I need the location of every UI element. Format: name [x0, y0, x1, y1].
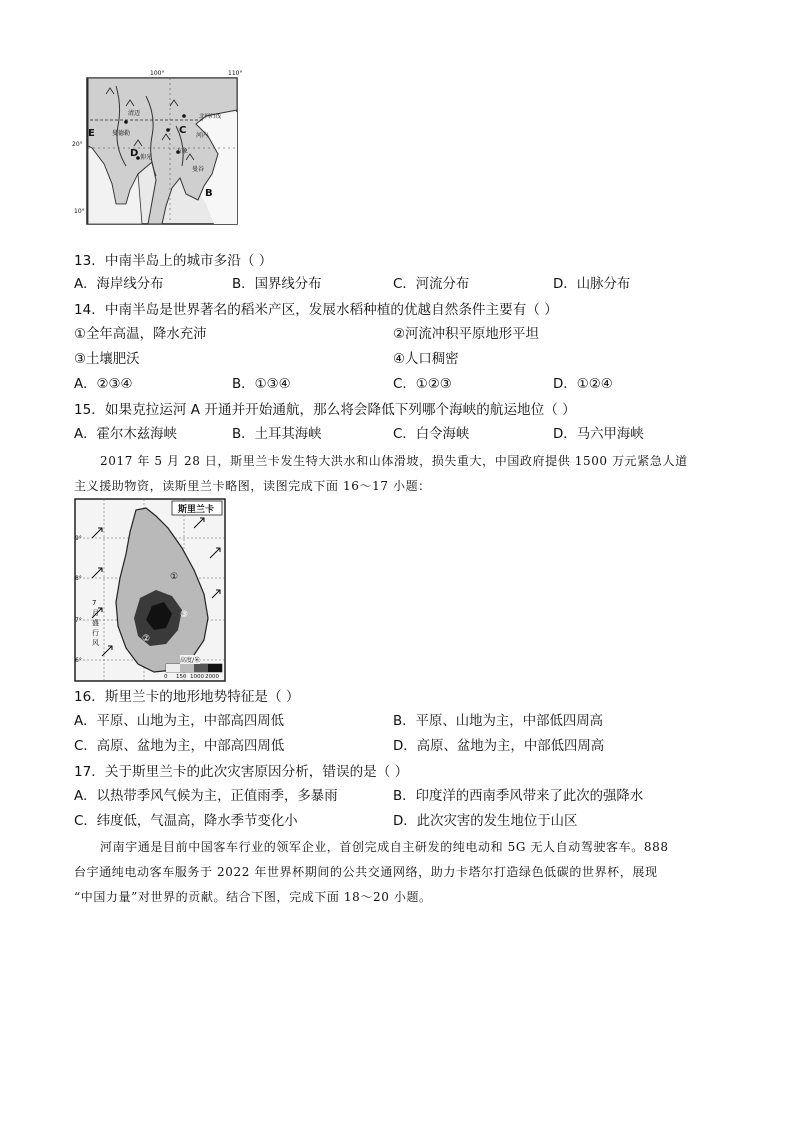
map2-legend-tick-2000: 2000	[205, 674, 219, 680]
map1-place-tropic: 北回归线	[199, 114, 222, 120]
sri-lanka-passage-line-2: 主义援助物资，读斯里兰卡略图，读图完成下面 16～17 小题：	[74, 479, 431, 493]
map1-letter-e: E	[88, 128, 95, 139]
q13-option-c[interactable]: C．河流分布	[393, 277, 470, 292]
sri-lanka-map	[74, 498, 226, 682]
map1-lat-10: 10°	[74, 208, 85, 215]
q15-option-c[interactable]: C．白令海峡	[393, 427, 470, 442]
q17-option-a[interactable]: A．以热带季风气候为主，正值雨季，多暴雨	[74, 789, 338, 804]
q13-option-d[interactable]: D．山脉分布	[553, 277, 631, 292]
map1-lat-20: 20°	[72, 141, 83, 148]
q14-option-b[interactable]: B．①③④	[232, 377, 291, 392]
map2-legend-tick-1000: 1000	[190, 674, 204, 680]
question-13-stem: 13．中南半岛上的城市多沿（ ）	[74, 253, 273, 269]
map2-legend-tick-150: 150	[176, 674, 187, 680]
map2-side-text-5: 风	[92, 639, 99, 647]
question-17-stem: 17．关于斯里兰卡的此次灾害原因分析，错误的是（ ）	[74, 764, 409, 780]
q17-option-d[interactable]: D．此次灾害的发生地位于山区	[393, 814, 578, 829]
map1-lon-100: 100°	[150, 70, 165, 77]
map1-place-mandalay: 曼德勒	[112, 130, 131, 137]
q16-option-a[interactable]: A．平原、山地为主，中部高四周低	[74, 714, 285, 729]
question-15-stem: 15．如果克拉运河 A 开通并开始通航，那么将会降低下列哪个海峡的航运地位（ ）	[74, 402, 576, 418]
map1-letter-c: C	[179, 125, 187, 136]
map1-letter-d: D	[130, 148, 139, 159]
q14-statement-2: ②河流冲积平原地形平坦	[393, 327, 539, 342]
q14-option-c[interactable]: C．①②③	[393, 377, 452, 392]
map1-place-bangkok: 曼谷	[192, 166, 205, 173]
q14-option-d[interactable]: D．①②④	[553, 377, 613, 392]
map1-place-chiangmai: 清迈	[128, 110, 141, 117]
q14-statement-1: ①全年高温，降水充沛	[74, 327, 207, 342]
map1-lon-110: 110°	[228, 70, 243, 77]
map2-lat-7: 7°	[75, 617, 82, 624]
map1-letter-b: B	[205, 188, 213, 199]
map1-place-vientiane: 万象	[176, 148, 189, 155]
yutong-passage-line-1: 河南宇通是目前中国客车行业的领军企业，首创完成自主研发的纯电动和 5G 无人自动驾驶客车。888	[100, 840, 669, 854]
map1-place-hanoi: 河内	[196, 132, 209, 139]
yutong-passage	[74, 835, 724, 910]
q15-option-a[interactable]: A．霍尔木兹海峡	[74, 427, 177, 442]
sri-lanka-passage-line-1: 2017 年 5 月 28 日，斯里兰卡发生特大洪水和山体滑坡，损失重大，中国政府提供 1500 万元紧急人道	[100, 454, 688, 468]
map2-lat-8: 8°	[75, 575, 82, 582]
q16-option-c[interactable]: C．高原、盆地为主，中部高四周低	[74, 739, 285, 754]
map2-marker-1: ①	[170, 572, 179, 582]
map2-lat-9: 9°	[75, 535, 82, 542]
q14-option-a[interactable]: A．②③④	[74, 377, 133, 392]
map2-side-text-2: 月	[92, 609, 99, 617]
map2-side-text-4: 行	[92, 629, 99, 637]
q17-option-b[interactable]: B．印度洋的西南季风带来了此次的强降水	[393, 789, 644, 804]
map2-marker-3: ③	[180, 610, 189, 620]
q17-option-c[interactable]: C．纬度低，气温高，降水季节变化小	[74, 814, 298, 829]
map2-marker-2: ②	[142, 634, 151, 644]
q16-option-d[interactable]: D．高原、盆地为主，中部低四周高	[393, 739, 605, 754]
map2-side-text-1: 7	[92, 599, 97, 607]
indochina-map	[86, 76, 238, 226]
q13-option-b[interactable]: B．国界线分布	[232, 277, 322, 292]
question-14-stem: 14．中南半岛是世界著名的稻米产区，发展水稻种植的优越自然条件主要有（ ）	[74, 302, 558, 318]
map2-lat-6: 6°	[75, 657, 82, 664]
q13-option-a[interactable]: A．海岸线分布	[74, 277, 164, 292]
yutong-passage-line-2: 台宇通纯电动客车服务于 2022 年世界杯期间的公共交通网络，助力卡塔尔打造绿色低碳的世界杯，展现	[74, 865, 658, 879]
map2-legend-tick-0: 0	[164, 674, 168, 680]
q16-option-b[interactable]: B．平原、山地为主，中部低四周高	[393, 714, 604, 729]
map1-place-yangon: 仰光	[140, 154, 153, 161]
map2-title: 斯里兰卡	[178, 505, 215, 515]
map2-side-text-3: 盛	[92, 619, 99, 627]
q15-option-d[interactable]: D．马六甲海峡	[553, 427, 644, 442]
map2-side-text	[92, 598, 101, 648]
question-16-stem: 16．斯里兰卡的地形地势特征是（ ）	[74, 689, 300, 705]
map2-legend-title: 高度/米	[180, 657, 201, 664]
q15-option-b[interactable]: B．土耳其海峡	[232, 427, 322, 442]
q14-statement-3: ③土壤肥沃	[74, 352, 140, 367]
q14-statement-4: ④人口稠密	[393, 352, 459, 367]
yutong-passage-line-3: “中国力量”对世界的贡献。结合下图，完成下面 18～20 小题。	[74, 890, 432, 904]
sri-lanka-passage	[74, 449, 724, 499]
